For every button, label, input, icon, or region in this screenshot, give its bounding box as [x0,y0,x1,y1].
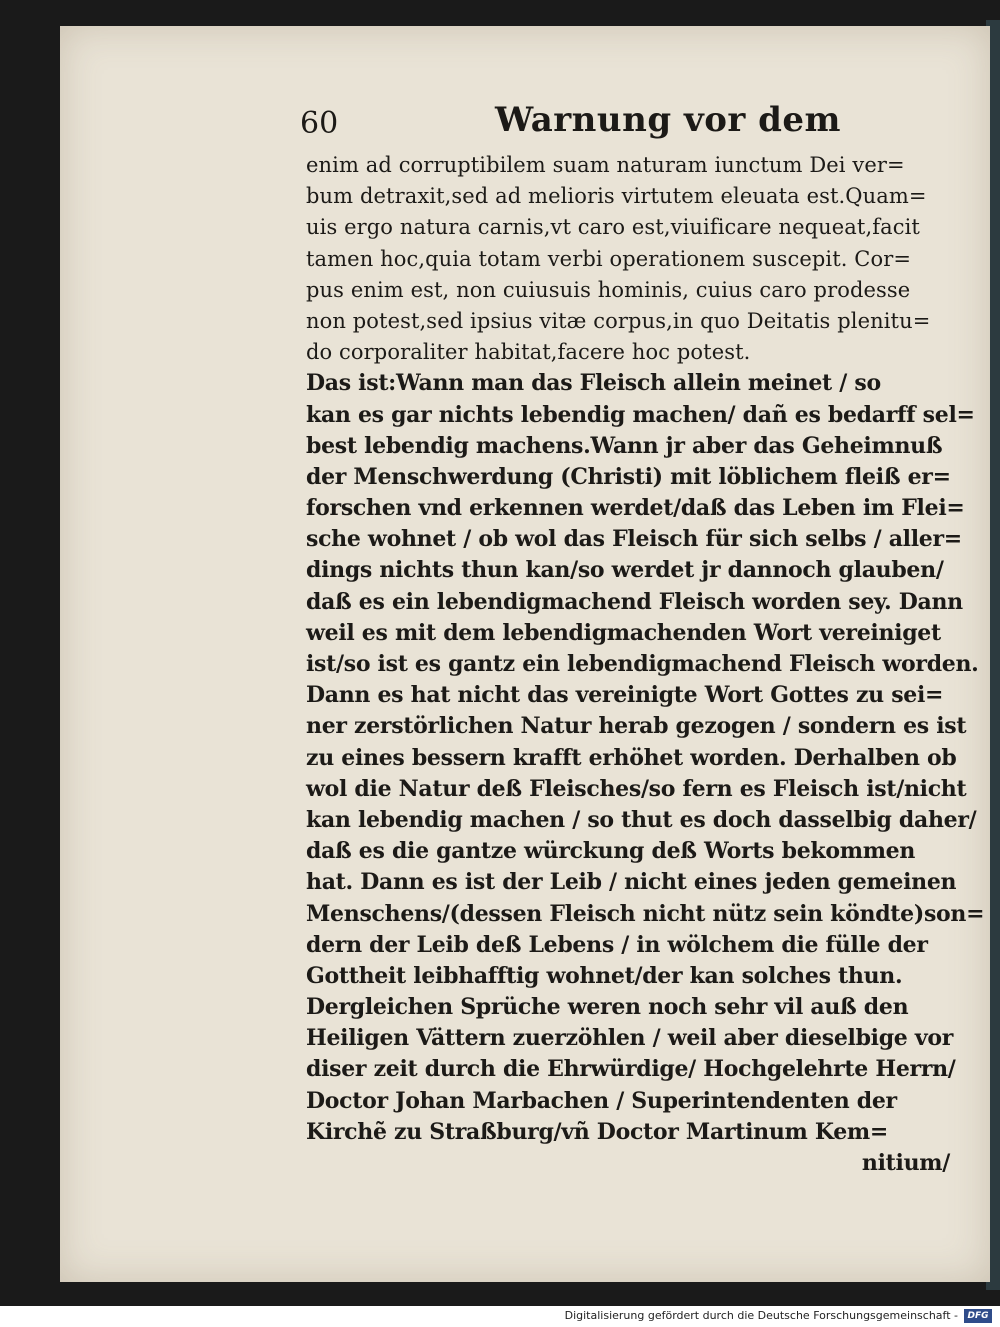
text-line: best lebendig machens.Wann jr aber das Geheimnuß [306,432,943,459]
text-line: zu eines bessern krafft erhöhet worden. Derhalben ob [306,744,957,771]
text-line: Dann es hat nicht das vereinigte Wort Gottes zu sei= [306,682,944,709]
text-line: kan es gar nichts lebendig machen/ dañ es bedarff sel= [306,401,975,428]
text-line: dern der Leib deß Lebens / in wölchem die fülle der [306,931,928,958]
page-number: 60 [300,106,339,141]
text-line: Menschens/(dessen Fleisch nicht nütz sein köndte)son= [306,900,985,927]
running-head: Warnung vor dem [495,100,842,140]
text-line: diser zeit durch die Ehrwürdige/ Hochgelehrte Herrn/ [306,1056,956,1083]
latin-quotation [306,150,956,368]
funding-credit: Digitalisierung gefördert durch die Deutsche Forschungsgemeinschaft - [564,1309,958,1322]
text-line: tamen hoc,quia totam verbi operationem suscepit. Cor= [306,246,912,271]
text-line: Dergleichen Sprüche weren noch sehr vil auß den [306,994,909,1021]
text-line: forschen vnd erkennen werdet/daß das Leben im Flei= [306,495,965,522]
text-line: kan lebendig machen / so thut es doch dasselbig daher/ [306,806,977,833]
catchword: nitium/ [861,1150,950,1176]
text-line: uis ergo natura carnis,vt caro est,viuificare nequeat,facit [306,215,920,240]
text-block [306,150,985,1179]
text-line: do corporaliter habitat,facere hoc potest. [306,340,751,365]
text-line: Kirchẽ zu Straßburg/vñ Doctor Martinum Kem= [306,1118,889,1145]
text-line: ist/so ist es gantz ein lebendigmachend Fleisch worden. [306,651,979,677]
text-line: Doctor Johan Marbachen / Superintendenten der [306,1087,897,1114]
text-line: daß es ein lebendigmachend Fleisch worden sey. Dann [306,588,963,615]
text-line: dings nichts thun kan/so werdet jr dannoch glauben/ [306,557,944,584]
page-header [300,100,860,150]
text-line: der Menschwerdung (Christi) mit löblichem fleiß er= [306,463,951,490]
text-line: hat. Dann es ist der Leib / nicht eines jeden gemeinen [306,869,957,896]
text-line: Das ist:Wann man das Fleisch allein meinet / so [306,370,881,397]
text-line: bum detraxit,sed ad melioris virtutem eleuata est.Quam= [306,184,927,209]
text-line: enim ad corruptibilem suam naturam iunctum Dei ver= [306,153,905,177]
text-line: Gottheit leibhafftig wohnet/der kan solches thun. [306,962,903,989]
text-line: pus enim est, non cuiusuis hominis, cuius caro prodesse [306,277,911,302]
text-line: wol die Natur deß Fleisches/so fern es Fleisch ist/nicht [306,775,967,802]
german-translation [306,368,985,1179]
text-line: ner zerstörlichen Natur herab gezogen / sondern es ist [306,713,967,740]
text-line: daß es die gantze würckung deß Worts bekommen [306,838,916,865]
text-line: Heiligen Vättern zuerzöhlen / weil aber dieselbige vor [306,1025,954,1052]
dfg-logo-icon: DFG [964,1309,992,1323]
text-line: non potest,sed ipsius vitæ corpus,in quo Deitatis plenitu= [306,308,931,333]
text-line: weil es mit dem lebendigmachenden Wort vereiniget [306,619,941,646]
text-line: sche wohnet / ob wol das Fleisch für sich selbs / aller= [306,526,962,553]
footer-bar [0,1306,1000,1327]
